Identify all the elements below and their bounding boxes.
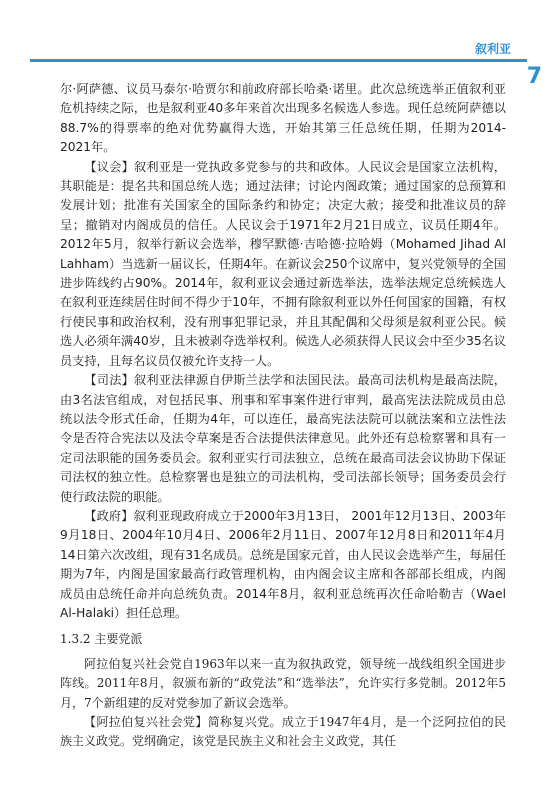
paragraph-baath-party: 【阿拉伯复兴社会党】简称复兴党。成立于1947年4月，是一个泛阿拉伯的民族主义政党。党纲确定，该党是民族主义和社会主义政党，其任	[60, 715, 506, 749]
paragraph-parliament: 【议会】叙利亚是一党执政多党参与的共和政体。人民议会是国家立法机构，其职能是：提名共和国总统人选；通过法律；讨论内阁政策；通过国家的总预算和发展计划；批准有关国家全的国际条约和协定；决定大赦；接受和批准议员的辞呈；撤销对内阁成员的信任。人民议会于1971年2月21日成立，议员任期4年。2012年5月，叙举行新议会选举，穆罕默德·吉哈德·拉哈姆（Mohamed Jihad Al Lahham）当选新一届议长，任期4年。在新议会250个议席中，复兴党领导的全国进步阵线约占90%。2014年，叙利亚议会通过新选举法，选举法规定总统候选人在叙利亚连续居住时间不得少于10年，不拥有除叙利亚以外任何国家的国籍，有权行使民事和政治权利，没有刑事犯罪记录，并且其配偶和父母须是叙利亚公民。候选人必须年满40岁，且未被剥夺选举权利。候选人必须获得人民议会中至少35名议员支持，且每名议员仅被允许支持一人。	[60, 159, 506, 368]
section-heading: 1.3.2 主要党派	[60, 632, 143, 647]
page-body	[60, 80, 506, 752]
paragraph-election: 尔·阿萨德、议员马泰尔·哈贾尔和前政府部长哈桑·诺里。此次总统选举正值叙利亚危机持续之际，也是叙利亚40多年来首次出现多名候选人参选。现任总统阿萨德以88.7%的得票率的绝对优势赢得大选，开始其第三任总统任期，任期为2014-2021年。	[60, 82, 506, 155]
page-number: 7	[526, 64, 542, 89]
header-divider	[30, 59, 527, 62]
paragraph-judiciary: 【司法】叙利亚法律源自伊斯兰法学和法国民法。最高司法机构是最高法院，由3名法官组成，对包括民事、刑事和军事案件进行审判，最高宪法法院成员由总统以法令形式任命，任期为4年，可以连任，最高宪法法院可以就法案和立法性法令是否符合宪法以及法令草案是否合法提供法律意见。此外还有总检察署和具有一定司法职能的国务委员会。叙利亚实行司法独立，总统在最高司法会议协助下保证司法权的独立性。总检察署也是独立的司法机构，受司法部长领导；国务委员会行使行政法院的职能。	[60, 373, 506, 504]
paragraph-government: 【政府】叙利亚现政府成立于2000年3月13日， 2001年12月13日、2003年9月18日、2004年10月4日、2006年2月11日、2007年12月8日和2011年4月14日第六次改组，现有31名成员。总统是国家元首，由人民议会选举产生，每届任期为7年，内阁是国家最高行政管理机构，由内阁会议主席和各部部长组成，内阁成员由总统任命并向总统负责。2014年8月，叙利亚总统再次任命哈勒吉（Wael Al-Halaki）担任总理。	[60, 508, 506, 620]
paragraph-parties: 阿拉伯复兴社会党自1963年以来一直为叙执政党，领导统一战线组织全国进步阵线。2011年8月，叙颁布新的“政党法”和“选举法”，允许实行多党制。2012年5月，7个新组建的反对党参加了新议会选举。	[60, 656, 506, 710]
section-title: 叙利亚	[474, 42, 511, 56]
